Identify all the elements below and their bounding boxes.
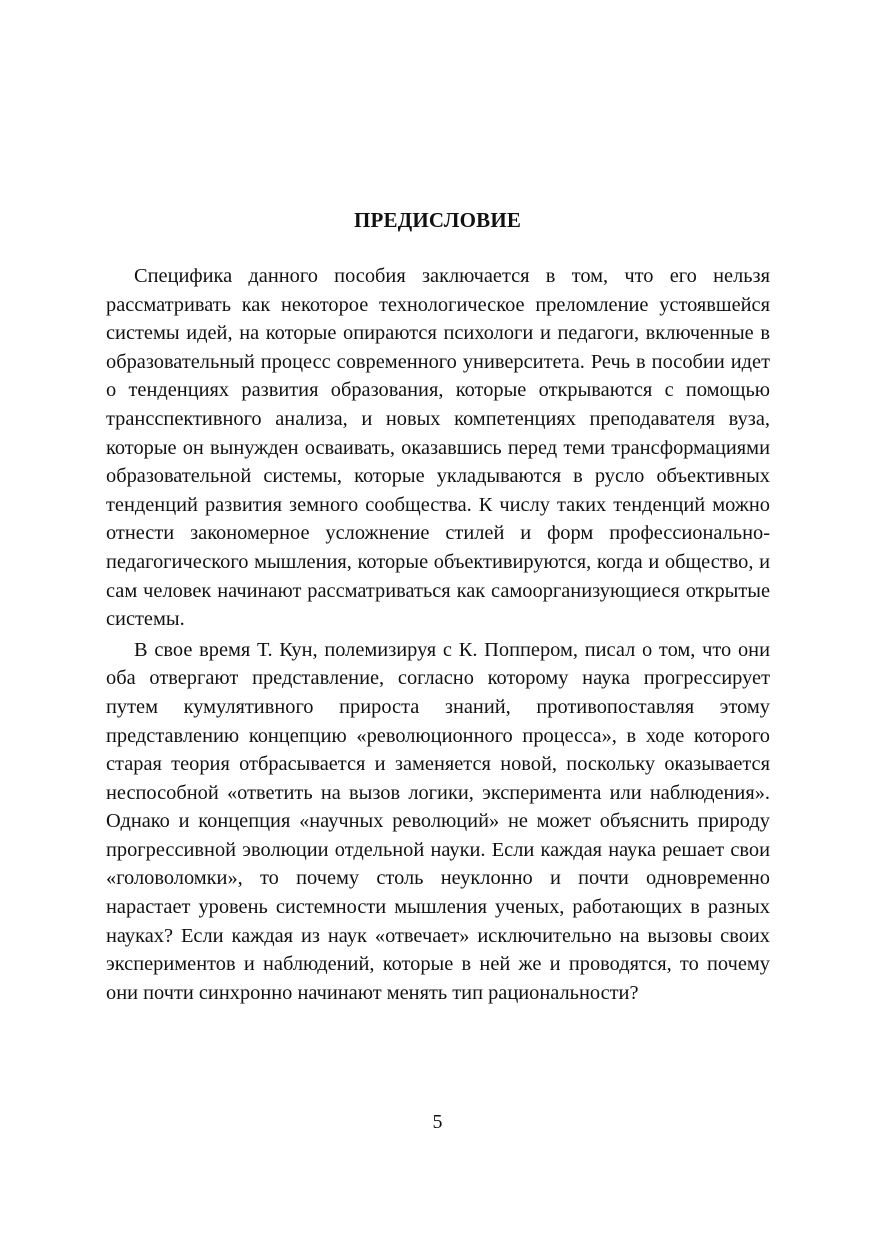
paragraph-1: Специфика данного пособия заключается в том, что его нельзя рассматривать как некоторое технологическое преломление устоявшейся системы идей, на которые опираются психологи и педагоги, включенные в образовательный процесс современного университета. Речь в пособии идет о тенденциях развития образования, которые открываются с помощью трансспективного анализа, и новых компетенциях преподавателя вуза, которые он вынужден осваивать, оказавшись перед теми трансформациями образовательной системы, которые укладываются в русло объективных тенденций развития земного сообщества. К числу таких тенденций можно отнести закономерное усложнение стилей и форм профессионально-педагогического мышления, которые объективируются, когда и общество, и сам человек начинают рассматриваться как самоорганизующиеся открытые системы. <box>106 265 770 631</box>
body-text <box>106 262 770 1009</box>
paragraph-2: В свое время Т. Кун, полемизируя с К. Поппером, писал о том, что они оба отвергают представление, согласно которому наука прогрессирует путем кумулятивного прироста знаний, противопоставляя этому представлению концепцию «революционного процесса», в ходе которого старая теория отбрасывается и заменяется новой, поскольку оказывается неспособной «ответить на вызов логики, эксперимента или наблюдения». Однако и концепция «научных революций» не может объяснить природу прогрессивной эволюции отдельной науки. Если каждая наука решает свои «головоломки», то почему столь неуклонно и почти одновременно нарастает уровень системности мышления ученых, работающих в разных науках? Если каждая из наук «отвечает» исключительно на вызовы своих экспериментов и наблюдений, которые в ней же и проводятся, то почему они почти синхронно начинают менять тип рациональности? <box>106 638 770 1004</box>
page-title: ПРЕДИСЛОВИЕ <box>353 208 522 232</box>
page-number: 5 <box>432 1111 443 1133</box>
